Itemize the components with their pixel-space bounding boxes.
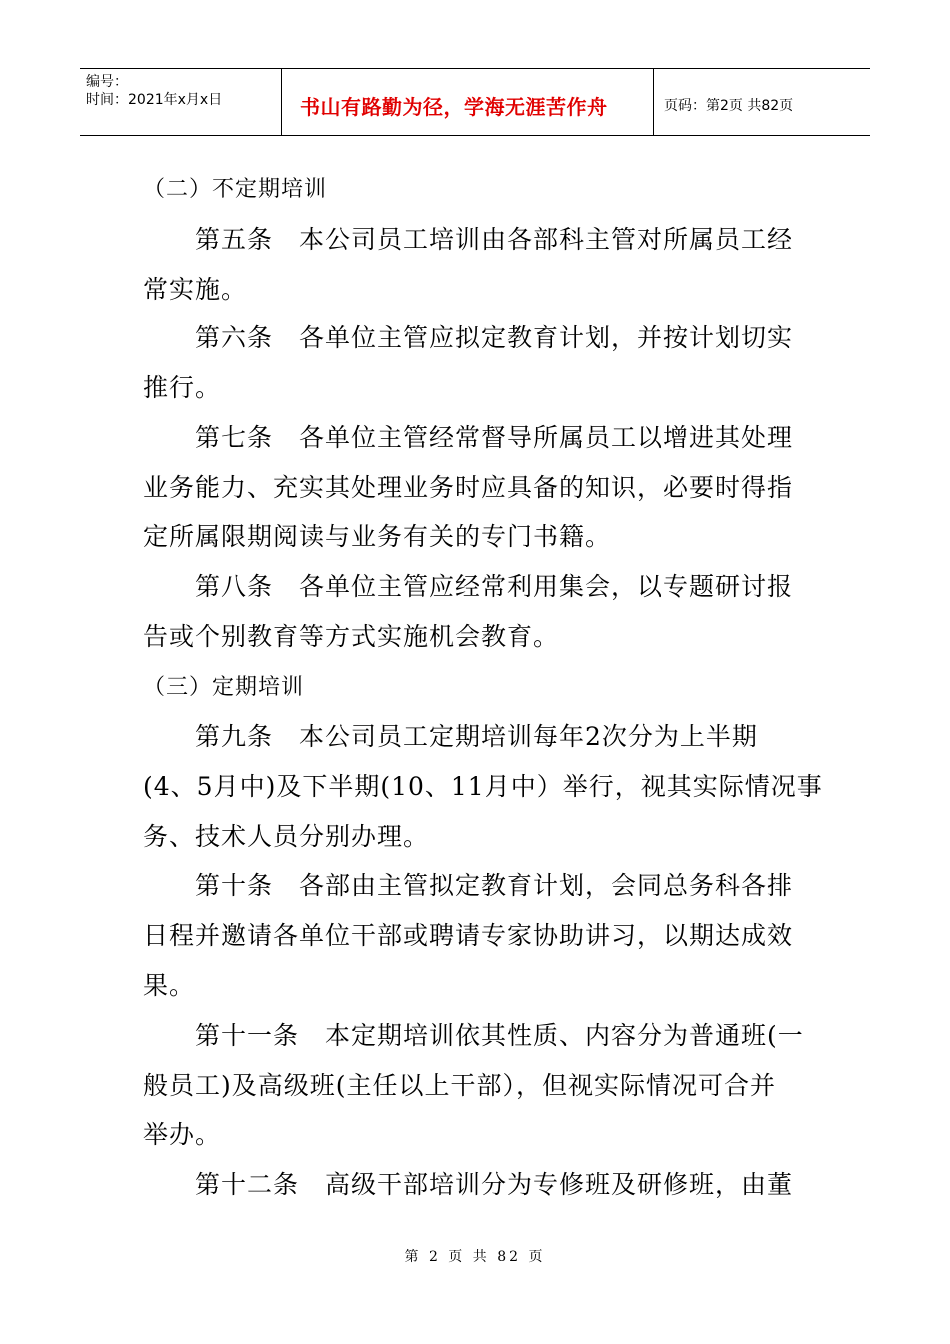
header-motto: 书山有路勤为径，学海无涯苦作舟 — [300, 95, 608, 119]
body-line: 务、技术人员分别办理。 — [143, 822, 430, 851]
body-line: 果。 — [143, 971, 196, 1000]
body-line: 举办。 — [143, 1120, 222, 1149]
body-line: 第五条 本公司员工培训由各部科主管对所属员工经 — [143, 225, 794, 254]
header-motto-cell — [282, 69, 654, 135]
document-code-label: 编号： — [86, 74, 128, 90]
body-line: 第九条 本公司员工定期培训每年2次分为上半期 — [143, 722, 758, 751]
body-line: 第六条 各单位主管应拟定教育计划，并按计划切实 — [143, 323, 794, 352]
body-line: 定所属限期阅读与业务有关的专门书籍。 — [143, 522, 612, 551]
body-line: 第七条 各单位主管经常督导所属员工以增进其处理 — [143, 423, 794, 452]
header-page-cell — [654, 69, 870, 135]
body-line: 告或个别教育等方式实施机会教育。 — [143, 622, 560, 651]
header-page-number: 页码：第2页 共82页 — [664, 98, 794, 114]
body-line: 第十条 各部由主管拟定教育计划，会同总务科各排 — [143, 871, 794, 900]
page-header — [80, 68, 870, 136]
body-line: 般员工)及高级班(主任以上干部），但视实际情况可合并 — [143, 1071, 777, 1100]
body-line: 常实施。 — [143, 275, 248, 304]
document-date-label: 时间：2021年x月x日 — [86, 92, 223, 108]
body-line: 第十二条 高级干部培训分为专修班及研修班，由董 — [143, 1170, 794, 1199]
section-heading: （三）定期培训 — [143, 675, 305, 700]
body-line: 业务能力、充实其处理业务时应具备的知识，必要时得指 — [143, 473, 794, 502]
body-line: 推行。 — [143, 373, 222, 402]
body-line: 第八条 各单位主管应经常利用集会，以专题研讨报 — [143, 572, 794, 601]
section-heading: （二）不定期培训 — [143, 177, 328, 202]
body-line: 日程并邀请各单位干部或聘请专家协助讲习，以期达成效 — [143, 921, 794, 950]
body-line: 第十一条 本定期培训依其性质、内容分为普通班(一 — [143, 1021, 804, 1050]
page-footer: 第 2 页 共 82 页 — [404, 1249, 546, 1265]
header-meta-cell — [80, 69, 282, 135]
body-line: (4、5月中)及下半期(10、11月中）举行，视其实际情况事 — [143, 772, 823, 801]
